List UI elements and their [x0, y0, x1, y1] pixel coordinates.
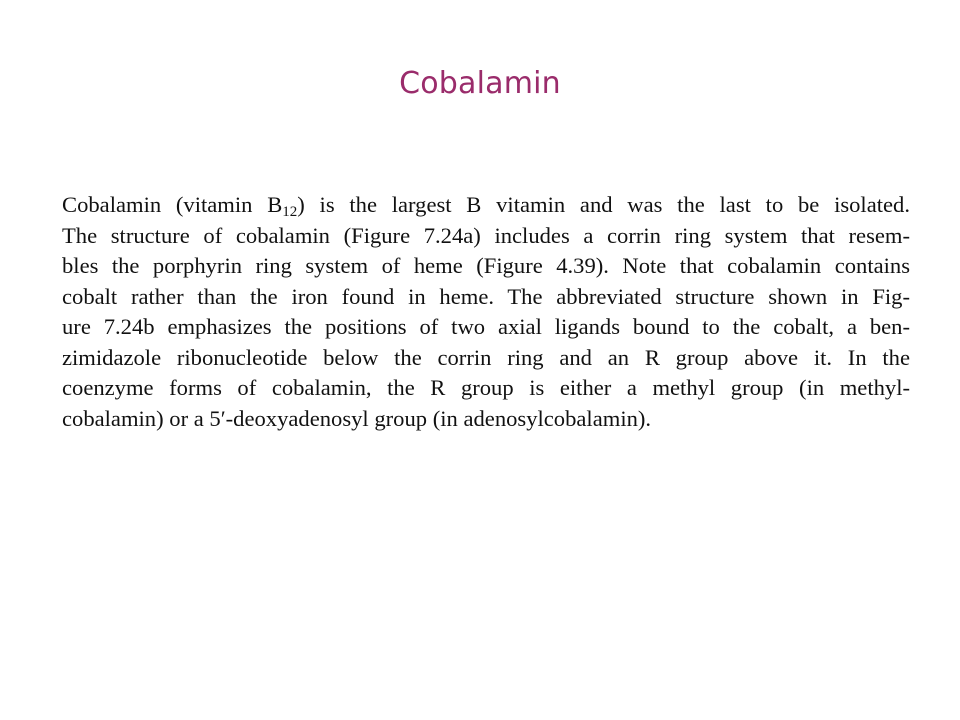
paragraph-line-5: ure 7.24b emphasizes the positions of two axial ligands bound to the cobalt, a ben-	[62, 314, 910, 339]
line-1-text-start: Cobalamin (vitamin B	[62, 192, 283, 217]
body-paragraph	[62, 190, 910, 434]
paragraph-line-2: The structure of cobalamin (Figure 7.24a) includes a corrin ring system that resem-	[62, 222, 910, 248]
vitamin-subscript: 12	[282, 204, 298, 220]
paragraph-line-6: zimidazole ribonucleotide below the corrin ring and an R group above it. In the	[62, 344, 910, 370]
paragraph-line-3: bles the porphyrin ring system of heme (Figure 4.39). Note that cobalamin contains	[62, 253, 910, 278]
paragraph-line-8: cobalamin) or a 5′-deoxyadenosyl group (in adenosylcobalamin).	[62, 405, 652, 431]
slide-title: Cobalamin	[399, 66, 561, 101]
paragraph-line-7: coenzyme forms of cobalamin, the R group is either a methyl group (in methyl-	[62, 375, 910, 400]
paragraph-line-1	[62, 190, 910, 221]
paragraph-line-4: cobalt rather than the iron found in heme. The abbreviated structure shown in Fig-	[62, 283, 910, 309]
line-1-text-end: ) is the largest B vitamin and was the last to be isolated.	[297, 192, 910, 217]
